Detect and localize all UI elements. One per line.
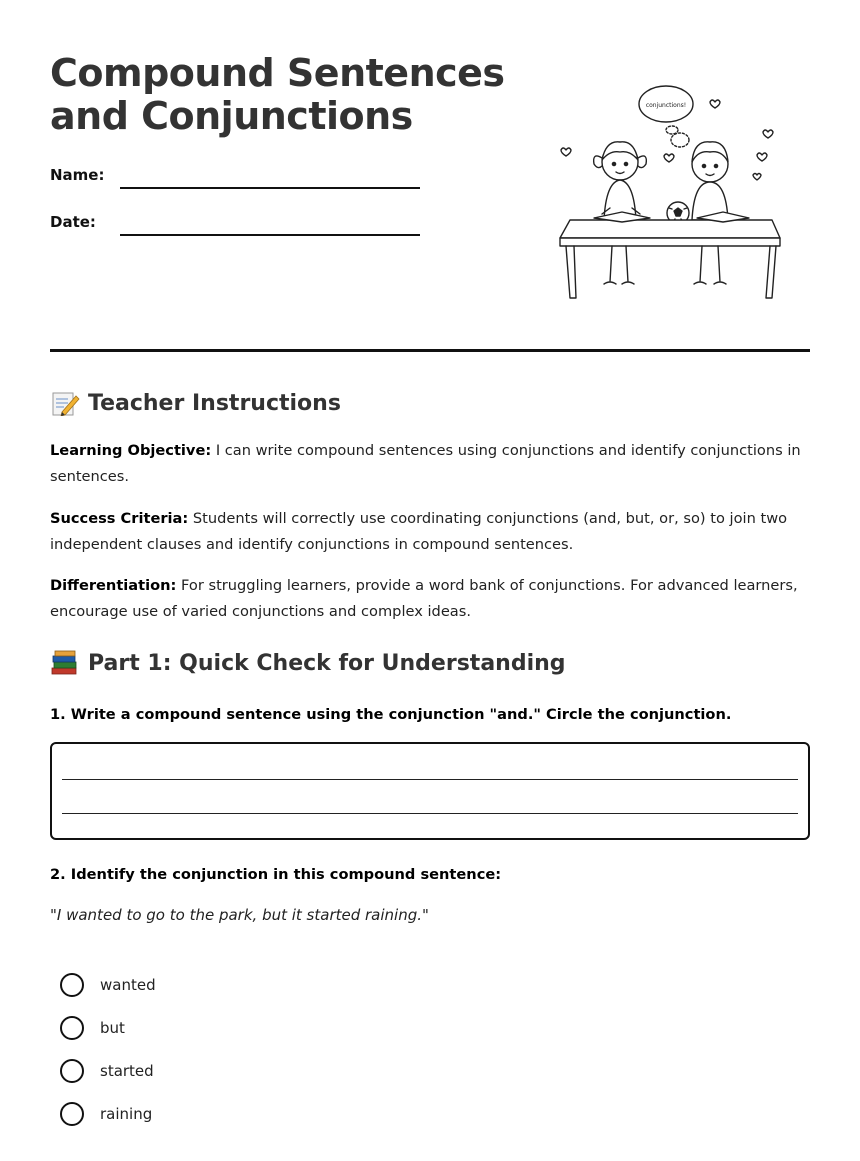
girl-legs [604, 246, 634, 284]
learning-objective [50, 438, 810, 489]
page-title [50, 52, 505, 138]
option-raining[interactable] [60, 1102, 152, 1126]
objective-label: Learning Objective: [50, 442, 212, 459]
option-label: wanted [100, 976, 156, 994]
heart-icon [664, 154, 674, 162]
option-started[interactable] [60, 1059, 154, 1083]
desk [560, 212, 780, 298]
teacher-instructions-heading [50, 390, 341, 416]
option-label: raining [100, 1105, 153, 1123]
name-label: Name: [50, 166, 105, 184]
memo-pencil-icon [50, 390, 80, 416]
quote-sentence: "I wanted to go to the park, but it started raining." [50, 906, 429, 924]
question-1: 1. Write a compound sentence using the conjunction "and." Circle the conjunction. [50, 706, 732, 723]
criteria-label: Success Criteria: [50, 510, 189, 527]
boy-legs [694, 246, 726, 284]
radio-button[interactable] [60, 1059, 84, 1083]
question-2: 2. Identify the conjunction in this compound sentence: [50, 866, 502, 883]
title-line-2: and Conjunctions [50, 94, 413, 138]
option-label: started [100, 1062, 154, 1080]
title-line-1: Compound Sentences [50, 51, 505, 95]
part1-heading [50, 650, 566, 676]
radio-button[interactable] [60, 973, 84, 997]
option-wanted[interactable] [60, 973, 156, 997]
diff-label: Differentiation: [50, 577, 177, 594]
success-criteria [50, 506, 810, 557]
criteria-text: Students will correctly use coordinating conjunctions (and, but, or, so) to join two independent clauses and identify conjunctions in compound sentences. [50, 510, 788, 553]
girl-figure [594, 142, 647, 220]
radio-button[interactable] [60, 1016, 84, 1040]
header-divider [50, 349, 810, 352]
date-field[interactable] [120, 234, 420, 236]
kids-at-desk-illustration [552, 80, 788, 304]
option-label: but [100, 1019, 125, 1037]
heart-icon [763, 130, 773, 138]
books-icon [50, 650, 80, 676]
answer-box[interactable] [50, 742, 810, 840]
bubble-text: conjunctions! [645, 102, 687, 109]
teacher-heading-text: Teacher Instructions [88, 390, 341, 416]
option-but[interactable] [60, 1016, 125, 1040]
radio-button[interactable] [60, 1102, 84, 1126]
differentiation [50, 573, 810, 624]
heart-icon [757, 153, 767, 161]
answer-line [62, 779, 798, 780]
boy-figure [692, 142, 728, 220]
part1-heading-text: Part 1: Quick Check for Understanding [88, 650, 566, 676]
objective-text: I can write compound sentences using conjunctions and identify conjunctions in sentences. [50, 442, 801, 485]
heart-icon [753, 174, 761, 181]
date-label: Date: [50, 213, 96, 231]
name-field[interactable] [120, 187, 420, 189]
diff-text: For struggling learners, provide a word bank of conjunctions. For advanced learners, encourage use of varied conjunctions and complex ideas. [50, 577, 798, 620]
answer-line [62, 813, 798, 814]
heart-icon [710, 100, 720, 108]
heart-icon [561, 148, 571, 156]
